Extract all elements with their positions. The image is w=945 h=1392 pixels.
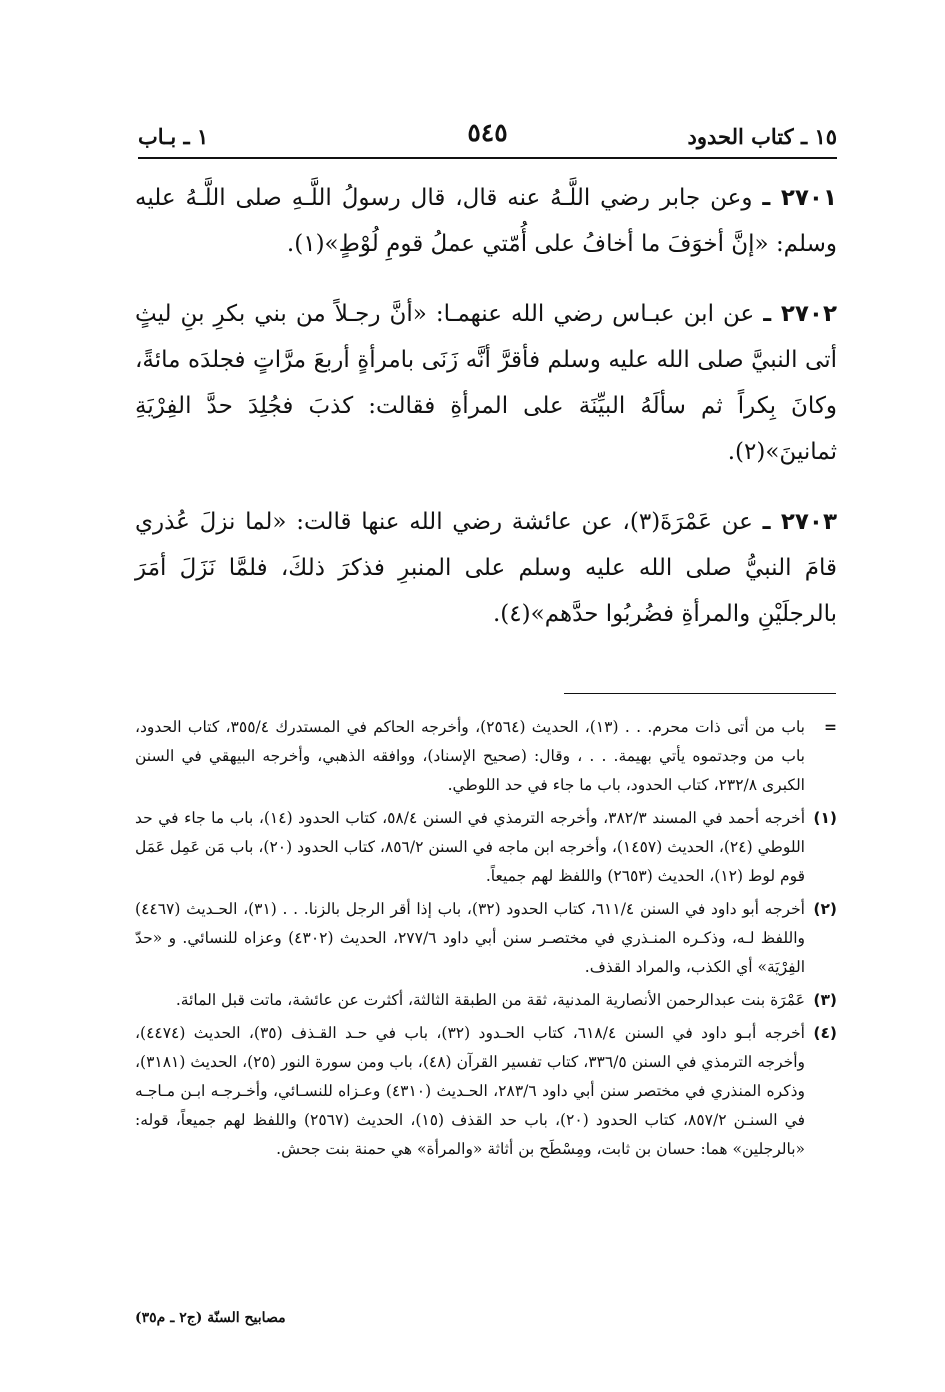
hadith-text: عن عَمْرَةَ(٣)، عن عائشة رضي الله عنها قالت: «لما نزلَ عُذري قامَ النبيُّ صلى الله عليه وسلم على المنبرِ فذكرَ ذلكَ، فلمَّا نَزَلَ أمَرَ بالرجلَيْنِ والمرأةِ فضُربُوا حدَّهم»(٤). [135,509,837,627]
page-number: ٥٤٥ [467,118,508,147]
footnote [135,986,837,1015]
hadith-paragraph [135,499,837,637]
main-text [135,175,837,661]
signature-mark: مصابيح السنّة (ج٢ ـ م٣٥) [135,1310,286,1326]
hadith-number: ٢٧٠٢ ـ [763,301,837,327]
hadith-text: وعن جابر رضي اللَّـهُ عنه قال، قال رسولُ اللَّـهِ صلى اللَّـهُ عليه وسلم: «إنَّ أخوَفَ ما أخافُ على أُمّتي عملُ قومِ لُوْطٍ»(١). [135,185,837,257]
section-title: ١ ـ بـاب [138,124,209,149]
hadith-paragraph [135,291,837,475]
footnote-text: أخرجه أحمد في المسند ٣٨٢/٣، وأخرجه الترمذي في السنن ٥٨/٤، كتاب الحدود (١٤)، باب ما جاء في حد اللوطي (٢٤)، الحديث (١٤٥٧)، وأخرجه ابن ماجه في السنن ٨٥٦/٢، كتاب الحدود (٢٠)، باب مَن عَمِل عَمَل قوم لوط (١٢)، الحديث (٢٦٥٣) واللفظ لهم جميعاً. [135,809,806,885]
hadith-text: عن ابن عبـاس رضي الله عنهمـا: «أنَّ رجـلاً من بني بكرِ بنِ ليثٍ أتى النبيَّ صلى الله عليه وسلم فأقرَّ أنَّه زَنَى بامرأةٍ أربعَ مرَّاتٍ فجلدَه مائةً، وكانَ بِكراً ثم سألَهُ البيِّنَة على المرأةِ فقالت: كذبَ فجُلِدَ حدَّ الفِرْيَةِ ثمانينَ»(٢). [135,301,837,465]
footnote [135,1019,837,1164]
hadith-number: ٢٧٠٣ ـ [762,509,837,535]
footnote-separator [564,693,836,694]
footnotes [135,713,837,1168]
header-rule [138,157,837,159]
footnote-text: باب من أتى ذات محرم. . . (١٣)، الحديث (٢٥٦٤)، وأخرجه الحاكم في المستدرك ٣٥٥/٤، كتاب الحدود، باب من وجدتموه يأتي بهيمة. . . ، وقال: (صحيح الإسناد)، ووافقه الذهبي، وأخرجه البيهقي في السنن الكبرى ٢٣٢/٨، كتاب الحدود، باب ما جاء في حد اللوطي. [135,718,805,794]
footnote-marker: = [824,718,837,736]
footnote-marker: (٢) [813,900,837,918]
hadith-paragraph [135,175,837,267]
footnote [135,713,837,800]
page-header [138,118,837,152]
footnote [135,895,837,982]
footnote-text: عَمْرَة بنت عبدالرحمن الأنصارية المدنية، ثقة من الطبقة الثالثة، أكثرت عن عائشة، ماتت قبل المائة. [175,991,805,1009]
footnote-marker: (٤) [813,1024,837,1042]
chapter-title: ١٥ ـ كتاب الحدود [687,124,837,149]
footnote-marker: (٣) [813,991,837,1009]
footnote-text: أخرجه أبـو داود في السنن ٦١٨/٤، كتاب الحـدود (٣٢)، باب في حـد القـذف (٣٥)، الحديث (٤٤٧٤)، وأخرجه الترمذي في السنن ٣٣٦/٥، كتاب تفسير القرآن (٤٨)، باب ومن سورة النور (٢٥)، الحديث (٣١٨١)، وذكره المنذري في مختصر سنن أبي داود ٢٨٣/٦، الحـديث (٤٣١٠) وعـزاه للنسـائي، وأخـرجـه ابـن مـاجـه في السنـن ٨٥٧/٢، كتاب الحدود (٢٠)، باب حد القذف (١٥)، الحديث (٢٥٦٧) واللفظ لهم جميعاً، قوله: «بالرجلين» هما: حسان بن ثابت، ومِسْطَح بن أثاثة «والمرأة» هي حمنة بنت جحش. [135,1024,806,1158]
footnote [135,804,837,891]
footnote-marker: (١) [813,809,837,827]
hadith-number: ٢٧٠١ ـ [762,185,837,211]
footnote-text: أخرجه أبو داود في السنن ٦١١/٤، كتاب الحدود (٣٢)، باب إذا أقر الرجل بالزنا. . . (٣١)، الحـديث (٤٤٦٧) واللفظ لـه، وذكـره المنـذري في مختصـر سنن أبي داود ٢٧٧/٦، الحديث (٤٣٠٢) وعزاه للنسائي. و «حدّ الفِرْيَة» أي الكذب، والمراد القذف. [135,900,805,976]
